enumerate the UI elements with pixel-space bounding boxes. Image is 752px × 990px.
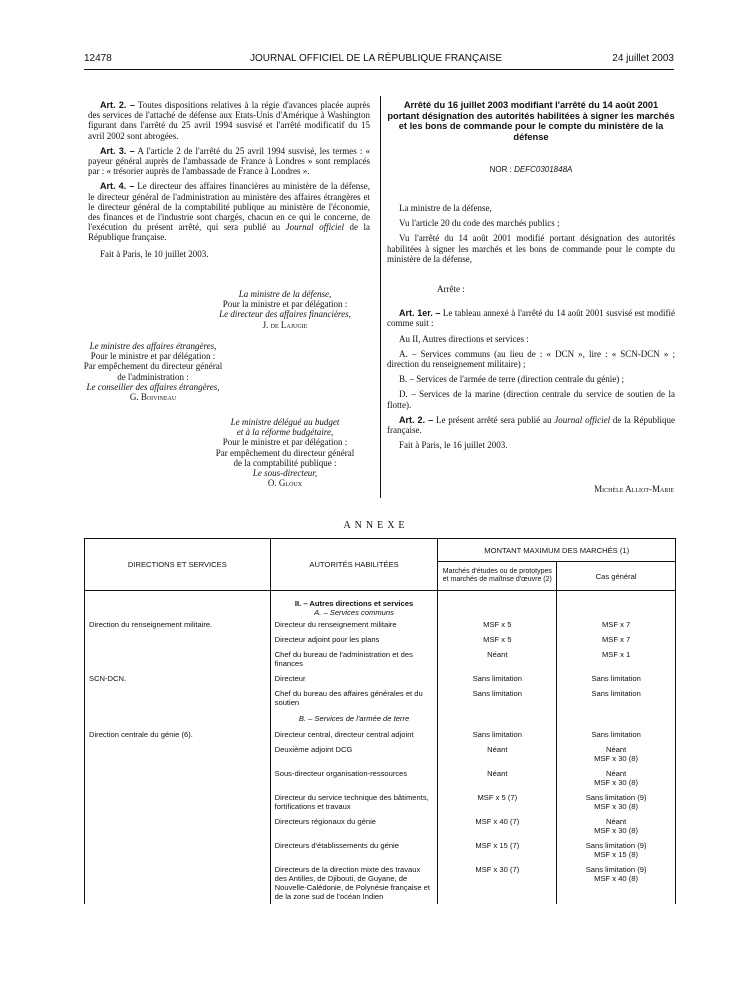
- general-cell: MSF x 7: [557, 632, 676, 647]
- article-2-label: Art. 2. –: [100, 100, 135, 110]
- table-row: [85, 617, 676, 632]
- etudes-cell: MSF x 15 (7): [438, 838, 557, 862]
- signature-block-budget: [200, 417, 370, 488]
- signatory-name: J. de Lajugie: [262, 319, 308, 330]
- article-3: [88, 146, 370, 177]
- table-row: [85, 686, 676, 710]
- arrete-label: Arrête :: [437, 284, 465, 295]
- section-b: B. – Services de l'armée de terre: [270, 710, 438, 727]
- general-cell: Sans limitation: [557, 671, 676, 686]
- direction-cell: [85, 686, 271, 710]
- fait-a-paris: Fait à Paris, le 16 juillet 2003.: [399, 440, 508, 451]
- sig-line: Le ministre délégué au budget: [230, 417, 340, 427]
- column-divider: [380, 96, 381, 498]
- nor-reference: [387, 165, 675, 174]
- sig-line: La ministre de la défense,: [238, 289, 332, 299]
- etudes-cell: MSF x 5: [438, 632, 557, 647]
- signatory-name: G. Boivineau: [129, 392, 177, 403]
- para-ministre: La ministre de la défense,: [399, 203, 492, 213]
- right-column: [387, 203, 675, 455]
- fait-a-paris: Fait à Paris, le 10 juillet 2003.: [100, 248, 209, 259]
- journal-officiel-ref: Journal officiel: [285, 222, 345, 233]
- signatory-name: Michèle Alliot-Marie: [594, 484, 674, 494]
- journal-title: JOURNAL OFFICIEL DE LA RÉPUBLIQUE FRANÇAISE: [249, 53, 503, 64]
- general-cell: Néant MSF x 30 (8): [557, 742, 676, 766]
- table-row: [85, 838, 676, 862]
- autorite-cell: Directeur du service technique des bâtiments, fortifications et travaux: [270, 790, 438, 814]
- article-1-label: Art. 1er. –: [399, 308, 441, 319]
- table-row: [85, 814, 676, 838]
- etudes-cell: Néant: [438, 647, 557, 671]
- sig-line: de la comptabilité publique :: [233, 457, 337, 468]
- sig-line: Le sous-directeur,: [252, 468, 318, 479]
- sig-line: et à la réforme budgétaire,: [236, 427, 334, 438]
- general-cell: Sans limitation (9) MSF x 40 (8): [557, 862, 676, 904]
- annexe-table-wrapper: [84, 538, 676, 904]
- direction-cell: [85, 742, 271, 766]
- direction-cell: [85, 814, 271, 838]
- etudes-cell: Néant: [438, 766, 557, 790]
- nor-value: DEFC0301848A: [514, 165, 573, 174]
- sig-line: Pour le ministre et par délégation :: [222, 437, 348, 448]
- article-1-text: Le tableau annexé à l'arrêté du 14 août 2001 susvisé est modifié comme suit :: [387, 308, 676, 329]
- para-au-ii: Au II, Autres directions et services :: [399, 333, 529, 344]
- autorite-cell: Directeurs régionaux du génie: [270, 814, 438, 838]
- decree-title: Arrêté du 16 juillet 2003 modifiant l'arrêté du 14 août 2001 portant désignation des autorités habilitées à signer les marchés et les bons de commande pour le compte du ministère de la défense: [387, 100, 675, 142]
- left-column: [88, 100, 370, 264]
- nor-label: NOR :: [489, 165, 512, 174]
- article-2-label: Art. 2. –: [399, 414, 434, 425]
- article-1: [387, 308, 675, 328]
- col-header-etudes: Marchés d'études ou de prototypes et marchés de maîtrise d'œuvre (2): [438, 562, 557, 591]
- autorite-cell: Chef du bureau de l'administration et des finances: [270, 647, 438, 671]
- autorite-cell: Directeur central, directeur central adjoint: [270, 727, 438, 742]
- etudes-cell: Sans limitation: [438, 727, 557, 742]
- para-a: A. – Services communs (au lieu de : « DCN », lire : « SCN-DCN » ; direction du renseignement militaire) ;: [387, 348, 675, 370]
- autorite-cell: Directeurs de la direction mixte des travaux des Antilles, de Djibouti, de Guyane, de Nouvelle-Calédonie, de Polynésie française et de la zone sud de l'océan Indien: [270, 862, 438, 904]
- direction-cell: Direction du renseignement militaire.: [85, 617, 271, 632]
- direction-cell: [85, 647, 271, 671]
- signature-block-defense: [200, 289, 370, 330]
- autorite-cell: Directeur du renseignement militaire: [270, 617, 438, 632]
- table-row: [85, 647, 676, 671]
- para-vu-article: Vu l'article 20 du code des marchés publics ;: [399, 218, 560, 229]
- signature-block-affaires-etrangeres: [78, 341, 228, 402]
- annexe-heading: ANNEXE: [343, 520, 409, 531]
- journal-officiel-ref: Journal officiel: [554, 414, 611, 425]
- etudes-cell: MSF x 5 (7): [438, 790, 557, 814]
- etudes-cell: MSF x 5: [438, 617, 557, 632]
- header-rule: [84, 69, 674, 70]
- direction-cell: [85, 632, 271, 647]
- article-4-text-end: de la République française.: [88, 222, 371, 243]
- col-header-general: Cas général: [557, 562, 676, 591]
- general-cell: Sans limitation: [557, 727, 676, 742]
- table-row: [85, 671, 676, 686]
- article-2-text: Le présent arrêté sera publié au: [435, 414, 552, 425]
- etudes-cell: MSF x 30 (7): [438, 862, 557, 904]
- autorite-cell: Sous-directeur organisation-ressources: [270, 766, 438, 790]
- general-cell: Sans limitation (9) MSF x 30 (8): [557, 790, 676, 814]
- sig-line: Le ministre des affaires étrangères,: [89, 341, 217, 351]
- article-2-text-end: de la République française.: [387, 414, 675, 436]
- direction-cell: [85, 766, 271, 790]
- article-2-right: [387, 415, 675, 435]
- sig-line: Par empêchement du directeur général: [83, 361, 223, 372]
- autorite-cell: Deuxième adjoint DCG: [270, 742, 438, 766]
- etudes-cell: Néant: [438, 742, 557, 766]
- annexe-table: [84, 538, 676, 904]
- table-row: [85, 862, 676, 904]
- col-header-autorites: AUTORITÉS HABILITÉES: [270, 539, 438, 591]
- general-cell: Sans limitation: [557, 686, 676, 710]
- general-cell: Néant MSF x 30 (8): [557, 766, 676, 790]
- para-d: D. – Services de la marine (direction centrale du service de soutien de la flotte).: [387, 389, 675, 410]
- sig-line: Le conseiller des affaires étrangères,: [86, 381, 220, 392]
- direction-cell: [85, 838, 271, 862]
- page-number: 12478: [84, 53, 112, 64]
- direction-cell: [85, 862, 271, 904]
- direction-cell: [85, 790, 271, 814]
- article-4-text: Le directeur des affaires financières au ministère de la défense, le directeur général de l'administration au ministère des affaires étrangères et le directeur général de la comptabilité publique au ministère de l'économie, des finances et de l'industrie sont chargés, chacun en ce qui le concerne, de l'exécution du présent arrêté, qui sera publié au: [88, 181, 371, 233]
- etudes-cell: Sans limitation: [438, 671, 557, 686]
- article-2-text: Toutes dispositions relatives à la régie d'avances placée auprès des services de l'attaché de défense aux Etats-Unis d'Amérique à Washington figurant dans l'arrêté du 25 avril 1994 susvisé et l'arrêté modificatif du 15 avril 2002 sont abrogées.: [88, 100, 370, 141]
- table-row: [85, 766, 676, 790]
- sig-line: Par empêchement du directeur général: [215, 447, 355, 458]
- sig-line: Pour le ministre et par délégation :: [90, 351, 216, 362]
- etudes-cell: Sans limitation: [438, 686, 557, 710]
- sig-line: Pour la ministre et par délégation :: [222, 299, 348, 310]
- table-row: [85, 790, 676, 814]
- sig-line: Le directeur des affaires financières,: [219, 309, 351, 320]
- section-ii: II. – Autres directions et services: [270, 599, 438, 608]
- direction-cell: SCN-DCN.: [85, 671, 271, 686]
- etudes-cell: MSF x 40 (7): [438, 814, 557, 838]
- article-2: [88, 100, 370, 141]
- table-row: [85, 742, 676, 766]
- page-date: 24 juillet 2003: [612, 53, 674, 64]
- section-a: A. – Services communs: [270, 608, 438, 617]
- general-cell: MSF x 7: [557, 617, 676, 632]
- table-row: [85, 632, 676, 647]
- sig-line: de l'administration :: [117, 371, 189, 382]
- para-vu-arrete: Vu l'arrêté du 14 août 2001 modifié portant désignation des autorités habilitées à signer les marchés et les bons de commande pour le compte du ministère de la défense,: [387, 233, 675, 264]
- article-3-text: A l'article 2 de l'arrêté du 25 avril 1994 susvisé, les termes : « payeur général auprès de l'ambassade de France à Londres » sont remplacés par : « trésorier auprès de l'ambassade de France à Londres ».: [88, 145, 370, 177]
- general-cell: Néant MSF x 30 (8): [557, 814, 676, 838]
- autorite-cell: Directeur: [270, 671, 438, 686]
- autorite-cell: Directeur adjoint pour les plans: [270, 632, 438, 647]
- general-cell: Sans limitation (9) MSF x 15 (8): [557, 838, 676, 862]
- autorite-cell: Directeurs d'établissements du génie: [270, 838, 438, 862]
- article-3-label: Art. 3. –: [100, 145, 135, 156]
- col-header-directions: DIRECTIONS ET SERVICES: [85, 539, 271, 591]
- general-cell: MSF x 1: [557, 647, 676, 671]
- signatory-name: O. Gloux: [267, 478, 303, 489]
- article-4: [88, 181, 370, 242]
- table-row: [85, 727, 676, 742]
- autorite-cell: Chef du bureau des affaires générales et du soutien: [270, 686, 438, 710]
- direction-cell: Direction centrale du génie (6).: [85, 727, 271, 742]
- col-header-montant: MONTANT MAXIMUM DES MARCHÉS (1): [438, 539, 676, 562]
- para-b: B. – Services de l'armée de terre (direction centrale du génie) ;: [399, 374, 625, 385]
- article-4-label: Art. 4. –: [100, 181, 135, 192]
